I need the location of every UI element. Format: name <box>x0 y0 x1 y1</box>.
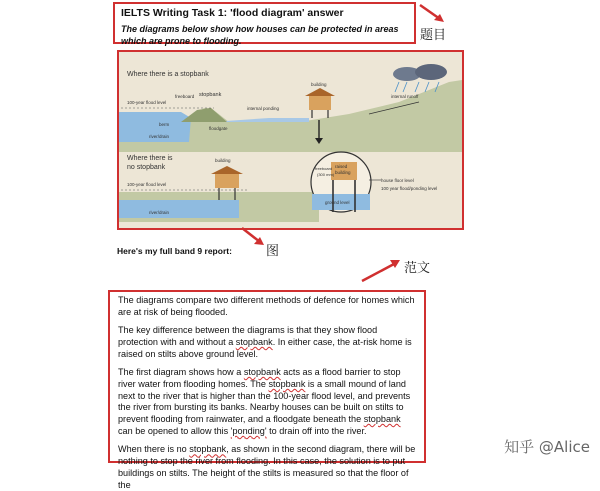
diagram-annotation: 图 <box>266 244 280 259</box>
essay-box <box>108 290 426 490</box>
label-ground-level: ground level <box>325 200 350 205</box>
label-river-drain-top: river/drain <box>149 134 170 139</box>
arrow-icon-2 <box>240 226 268 248</box>
label-freeboard: freeboard <box>175 94 195 99</box>
essay-paragraph-4: When there is no stopbank, as shown in the second diagram, there will be nothing to stop the river from flooding. In this case, the solution is to put buildings on stilts. The height of the stilts is measured so that the floor of the <box>118 444 416 490</box>
report-label: Here's my full band 9 report: <box>117 246 232 256</box>
label-flood-ponding-level: 100 year flood/ponding level <box>381 186 438 191</box>
label-house-floor-level: house floor level <box>381 178 414 183</box>
label-building-top: building <box>311 82 327 87</box>
top-heading: Where there is a stopbank <box>127 71 209 78</box>
flood-diagram-figure <box>119 52 462 228</box>
watermark: 知乎 @Alice <box>504 438 590 456</box>
label-building-bottom: building <box>215 158 231 163</box>
label-floodgate: floodgate <box>209 126 228 131</box>
label-river-drain-bottom: river/drain <box>149 210 170 215</box>
essay-paragraph-2: The key difference between the diagrams is that they show flood protection with and without a stopbank. In either case, the at-risk home is raised on stilts above ground level. <box>118 325 412 359</box>
label-stopbank: stopbank <box>199 92 222 98</box>
label-freeboard-mm: (300 mm) <box>317 172 335 177</box>
flood-diagram <box>117 50 464 230</box>
task-prompt: The diagrams below show how houses can be protected in areas which are prone to flooding. <box>121 24 399 46</box>
label-berm: berm <box>159 122 170 127</box>
bottom-heading-2: no stopbank <box>127 164 166 171</box>
label-flood-level-bottom: 100-year flood level <box>127 182 167 187</box>
label-flood-level-top: 100-year flood level <box>127 100 167 105</box>
essay-paragraph-3: The first diagram shows how a stopbank acts as a flood barrier to stop river water from flooding homes. The stopbank is a small mound of land next to the river that is higher than the 100-year flood level, and prevents the river from bursting its banks. Nearby houses can be built on stilts to prevent flooding from rainwater, and a floodgate beneath the stopbank can be opened to allow this 'ponding' to drain off into the river. <box>118 366 411 436</box>
essay-annotation: 范文 <box>404 261 431 276</box>
label-internal-ponding: internal ponding <box>247 106 280 111</box>
label-freeboard-zoom: freeboard <box>315 166 333 171</box>
label-raised-2: building <box>335 170 351 175</box>
arrow-icon <box>418 2 448 24</box>
arrow-icon-3 <box>360 256 402 284</box>
bottom-heading-1: Where there is <box>127 155 173 162</box>
essay-paragraph-1: The diagrams compare two different methods of defence for homes which are at risk of being flooded. <box>118 295 415 317</box>
title-box <box>113 2 416 44</box>
title-annotation: 题目 <box>420 28 447 43</box>
label-internal-runoff: internal runoff <box>391 94 419 99</box>
label-raised-1: raised <box>335 164 348 169</box>
task-title: IELTS Writing Task 1: 'flood diagram' answer <box>121 7 344 19</box>
